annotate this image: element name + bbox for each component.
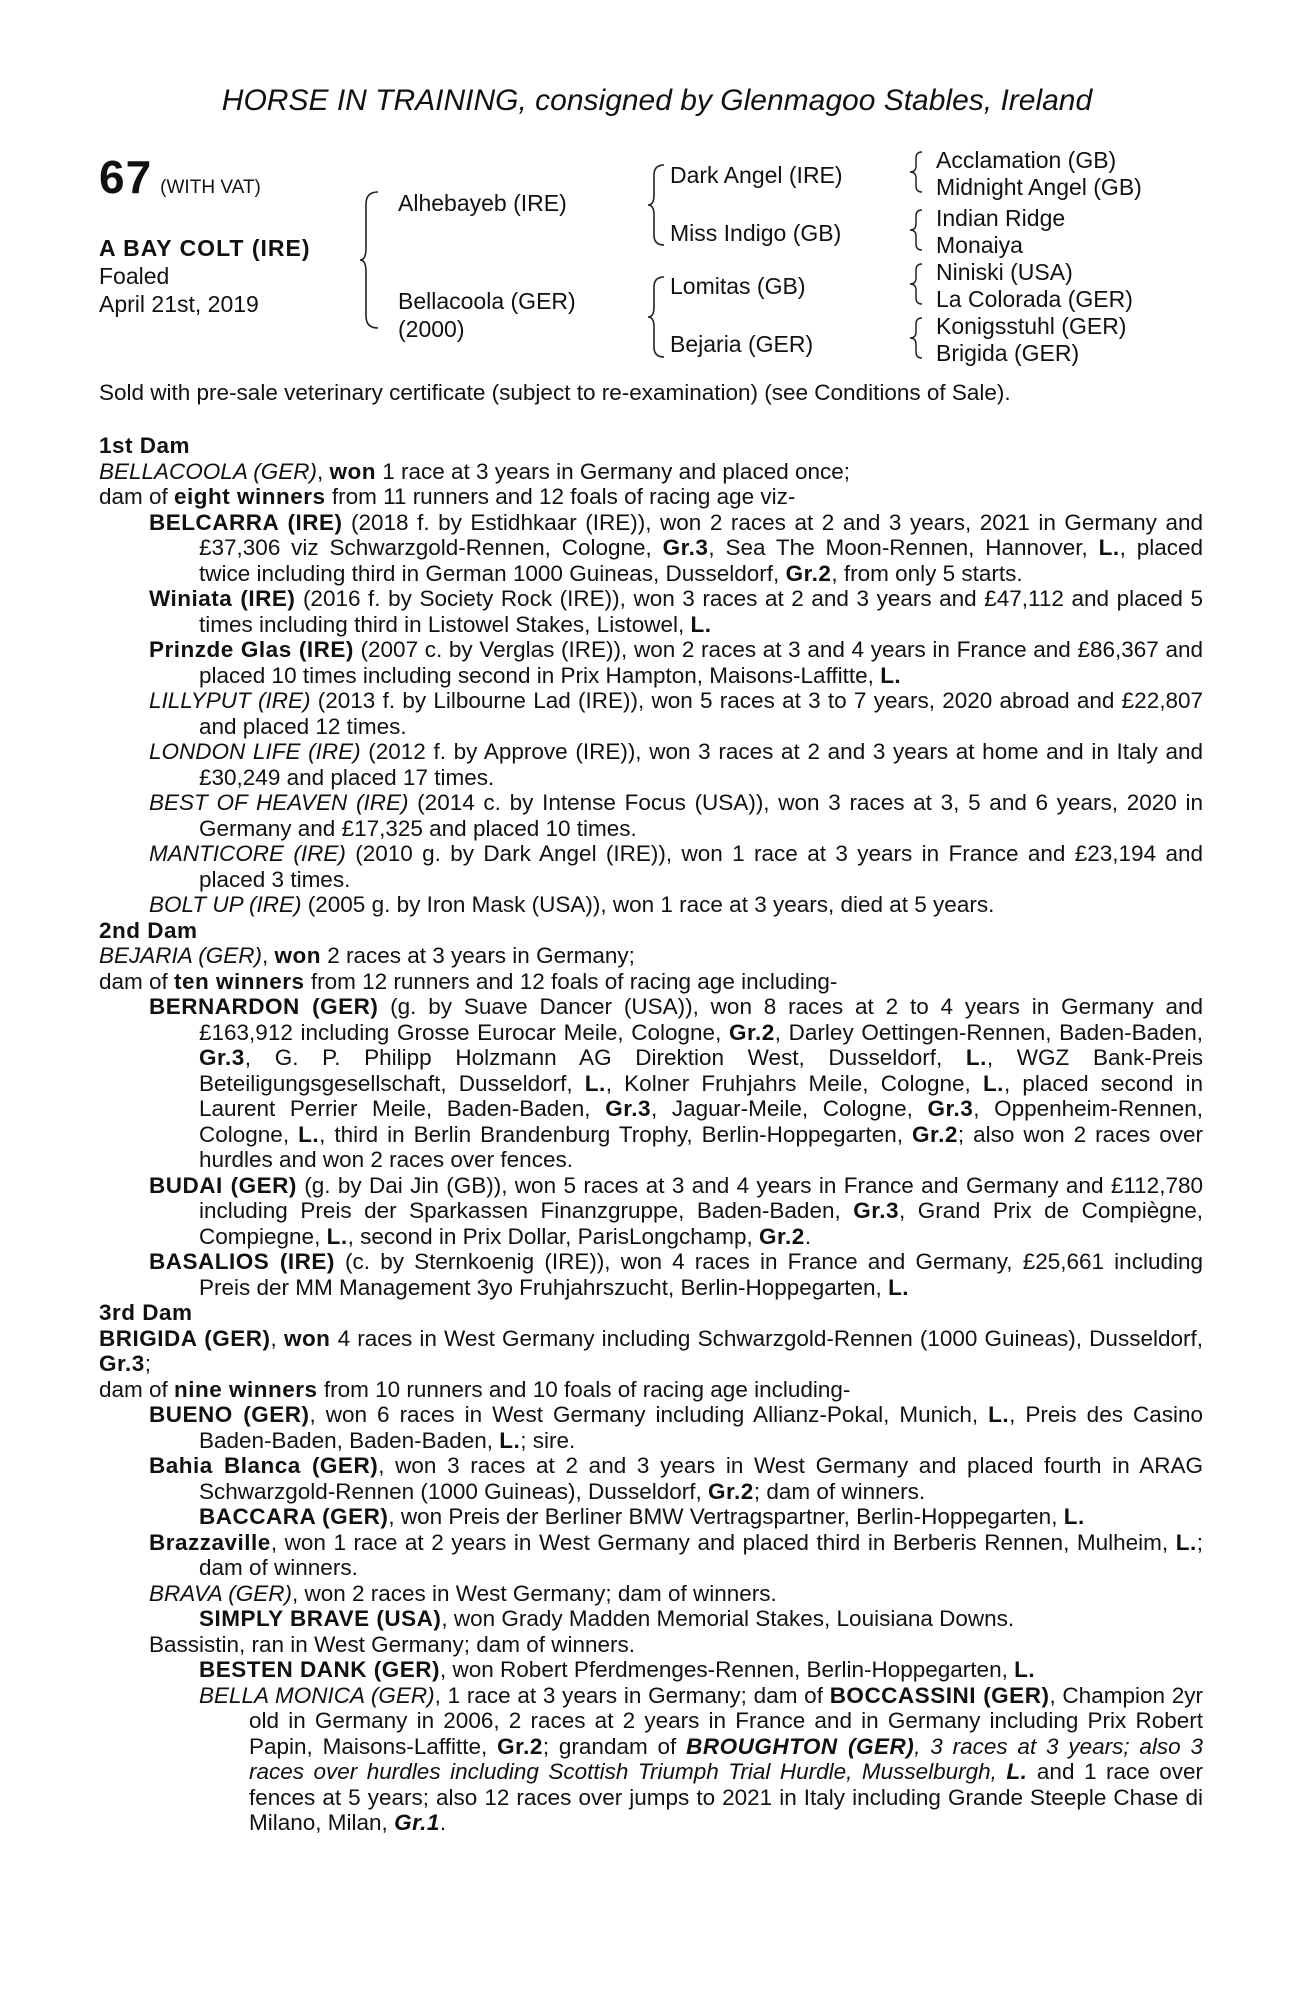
text-run: ; [144, 1351, 152, 1376]
text-run: L. [1014, 1657, 1036, 1682]
progeny-entry [99, 1173, 1203, 1250]
text-run: Gr.3 [927, 1096, 974, 1121]
text-run: . [804, 1223, 812, 1249]
dam-intro-line [99, 943, 1203, 969]
text-run: eight winners [174, 484, 326, 509]
text-run: BELLACOOLA (GER) [99, 458, 317, 484]
text-run: BASALIOS (IRE) [149, 1249, 335, 1274]
dam-intro-line [99, 459, 1203, 485]
text-run: (2010 g. by Dark Angel (IRE)), won 1 race at 3 years in France and £23,194 and placed 3 times. [199, 841, 1203, 892]
text-run: , won 1 race at 2 years in West Germany and placed third in Berberis Rennen, Mulheim, [270, 1529, 1176, 1555]
text-run: BUDAI (GER) [149, 1172, 297, 1198]
text-run: L. [584, 1070, 606, 1096]
pedigree-dam-dam: Bejaria (GER) [670, 331, 814, 357]
text-run: Gr.2 [912, 1121, 958, 1147]
text-run: BELCARRA (IRE) [149, 509, 343, 535]
text-run: , Darley Oettingen-Rennen, Baden-Baden, [774, 1019, 1203, 1045]
text-run: BACCARA (GER) [199, 1504, 389, 1529]
text-run: (g. by Dai Jin (GB)), won 5 races at 3 and 4 years in France and Germany and £112,780 including Preis der Sparkassen Finanzgruppe, Baden-Baden, [199, 1172, 1203, 1223]
text-run: BRIGIDA (GER) [99, 1325, 271, 1351]
text-run: won [283, 1325, 331, 1351]
dam2-progeny [99, 994, 1203, 1300]
text-run: (2016 f. by Society Rock (IRE)), won 3 races at 2 and 3 years and £47,112 and placed 5 times including third in Listowel Stakes, Listowel, [199, 586, 1203, 637]
text-run: dam of [99, 1376, 175, 1402]
pedigree-g3-6: La Colorada (GER) [936, 286, 1133, 312]
foaled-date: April 21st, 2019 [99, 291, 259, 317]
text-run: BERNARDON (GER) [149, 994, 379, 1019]
text-run: Gr.3 [199, 1045, 245, 1070]
dam3-heading: 3rd Dam [99, 1300, 193, 1325]
text-run: , [270, 1325, 284, 1351]
text-run: (2013 f. by Lilbourne Lad (IRE)), won 5 races at 3 to 7 years, 2020 abroad and £22,807 and placed 12 times. [199, 688, 1203, 739]
vat-note: (WITH VAT) [160, 177, 261, 198]
progeny-entry [99, 586, 1203, 637]
lot-number: 67 [99, 151, 153, 203]
pedigree-brace-g3-2 [910, 208, 924, 252]
text-run: Gr.2 [785, 560, 832, 586]
text-run: Gr.2 [708, 1478, 754, 1504]
dam3-section [99, 1300, 1203, 1836]
text-run: L. [298, 1121, 320, 1147]
text-run: Bahia Blanca (GER) [149, 1453, 379, 1478]
dam-intro-line [99, 1326, 1203, 1377]
text-run: , Champion 2yr old in Germany in 2006, 2 races at 2 years in France and in Germany including Prix Robert Papin, Maisons-Laffitte, [249, 1682, 1203, 1759]
dam2-intro [99, 943, 1203, 994]
text-run: Gr.2 [759, 1223, 805, 1249]
text-run: Gr.2 [728, 1019, 775, 1045]
text-run: , from only 5 starts. [831, 560, 1023, 586]
text-run: BOCCASSINI (GER) [829, 1682, 1050, 1708]
text-run: won [274, 943, 321, 968]
progeny-entry [99, 1402, 1203, 1453]
dam1-section [99, 433, 1203, 918]
text-run: L. [988, 1402, 1010, 1427]
text-run: ; grandam of [542, 1733, 687, 1759]
lot-title: A BAY COLT (IRE) [99, 235, 311, 261]
text-run: , 3 races at 3 years; also 3 races over hurdles including Scottish Triumph Trial Hurdle, Musselburgh, [249, 1733, 1203, 1784]
text-run: L. [965, 1045, 987, 1070]
pedigree-dam-sire: Lomitas (GB) [670, 273, 806, 299]
page-header: HORSE IN TRAINING, consigned by Glenmagoo Stables, Ireland [221, 84, 1093, 117]
text-run: L. [326, 1223, 348, 1249]
text-run: , second in Prix Dollar, ParisLongchamp, [347, 1223, 760, 1249]
pedigree-g3-7: Konigsstuhl (GER) [936, 313, 1127, 339]
sale-notice: Sold with pre-sale veterinary certificate (subject to re-examination) (see Conditions of Sale). [99, 380, 1011, 405]
text-run: ; dam of winners. [199, 1529, 1203, 1580]
progeny-entry [99, 1683, 1203, 1836]
text-run: Brazzaville [149, 1529, 271, 1555]
text-run: from 10 runners and 10 foals of racing age including- [317, 1376, 851, 1402]
pedigree-brace-dam [648, 275, 666, 359]
text-run: L. [1098, 535, 1120, 560]
pedigree-g3-2: Midnight Angel (GB) [936, 174, 1142, 200]
text-run: from 11 runners and 12 foals of racing age viz- [325, 484, 796, 509]
text-run: . [439, 1810, 447, 1835]
text-run: LONDON LIFE (IRE) [149, 739, 361, 764]
text-run: dam of [99, 484, 175, 509]
progeny-entry [99, 637, 1203, 688]
text-run: L. [1006, 1759, 1028, 1784]
text-run: L. [1175, 1529, 1197, 1555]
dam1-heading: 1st Dam [99, 433, 191, 458]
text-run: BEJARIA (GER) [99, 943, 262, 968]
text-run: , won Preis der Berliner BMW Vertragspartner, Berlin-Hoppegarten, [388, 1504, 1064, 1529]
dam-intro-line [99, 1377, 1203, 1403]
text-run: Bassistin, ran in West Germany; dam of winners. [149, 1631, 636, 1657]
text-run: , G. P. Philipp Holzmann AG Direktion West, Dusseldorf, [244, 1045, 966, 1070]
text-run: L. [880, 662, 902, 688]
text-run: BELLA MONICA (GER) [199, 1682, 435, 1708]
text-run: dam of [99, 968, 175, 994]
text-run: , Oppenheim-Rennen, Cologne, [199, 1096, 1203, 1147]
text-run: Gr.3 [662, 535, 709, 560]
progeny-entry [99, 1581, 1203, 1607]
pedigree-brace-g3-1 [910, 150, 924, 194]
dam3-intro [99, 1326, 1203, 1403]
text-run: Gr.3 [853, 1198, 900, 1223]
text-run: L. [982, 1070, 1004, 1096]
lot-number-block [99, 150, 261, 204]
pedigree-brace-main [360, 190, 380, 330]
text-run: BUENO (GER) [149, 1402, 310, 1427]
text-run: , Sea The Moon-Rennen, Hannover, [708, 535, 1099, 560]
text-run: L. [499, 1427, 521, 1453]
text-run: Gr.1 [394, 1810, 440, 1835]
text-run: Gr.3 [99, 1351, 145, 1376]
text-run: , Kolner Fruhjahrs Meile, Cologne, [605, 1070, 983, 1096]
text-run: LILLYPUT (IRE) [149, 688, 311, 713]
pedigree-dam-year: (2000) [398, 316, 465, 342]
progeny-entry [99, 688, 1203, 739]
progeny-entry [99, 739, 1203, 790]
progeny-entry [99, 994, 1203, 1173]
pedigree-g3-4: Monaiya [936, 232, 1023, 258]
text-run: Winiata (IRE) [149, 586, 296, 611]
text-run: , Preis des Casino Baden-Baden, Baden-Baden, [199, 1402, 1203, 1453]
text-run: (2007 c. by Verglas (IRE)), won 2 races at 3 and 4 years in France and £86,367 and placed 10 times including second in Prix Hampton, Maisons-Laffitte, [199, 637, 1204, 688]
text-run: L. [690, 611, 712, 637]
text-run: , won 2 races in West Germany; dam of winners. [291, 1580, 777, 1606]
dam-intro-line [99, 969, 1203, 995]
progeny-entry [99, 1249, 1203, 1300]
text-run: (g. by Suave Dancer (USA)), won 8 races at 2 to 4 years in Germany and £163,912 including Grosse Eurocar Meile, Cologne, [199, 994, 1203, 1045]
text-run: SIMPLY BRAVE (USA) [199, 1606, 442, 1631]
text-run: BRAVA (GER) [149, 1580, 292, 1606]
progeny-entry [99, 1657, 1203, 1683]
text-run: , placed twice including third in German 1000 Guineas, Dusseldorf, [199, 535, 1203, 586]
text-run: Gr.3 [605, 1096, 651, 1121]
text-run: 4 races in West Germany including Schwarzgold-Rennen (1000 Guineas), Dusseldorf, [330, 1325, 1203, 1351]
text-run: and 1 race over fences at 5 years; also 12 races over jumps to 2021 in Italy including Grande Steeple Chase di Milano, Milan, [249, 1759, 1203, 1835]
text-run: MANTICORE (IRE) [149, 841, 346, 866]
text-run: , won Grady Madden Memorial Stakes, Louisiana Downs. [441, 1606, 1015, 1631]
dam2-heading: 2nd Dam [99, 917, 198, 943]
text-run: (2014 c. by Intense Focus (USA)), won 3 races at 3, 5 and 6 years, 2020 in Germany and £17,325 and placed 10 times. [199, 790, 1203, 841]
dam-intro-line [99, 484, 1203, 510]
text-run: from 12 runners and 12 foals of racing age including- [304, 968, 838, 994]
text-run: BROUGHTON (GER) [686, 1733, 915, 1759]
text-run: (c. by Sternkoenig (IRE)), won 4 races in France and Germany, £25,661 including Preis der MM Management 3yo Fruhjahrszucht, Berlin-Hoppegarten, [199, 1249, 1203, 1300]
catalogue-body [99, 433, 1203, 1836]
text-run: ; dam of winners. [753, 1478, 926, 1504]
pedigree-sire-dam: Miss Indigo (GB) [670, 220, 842, 246]
progeny-entry [99, 1632, 1203, 1658]
text-run: (2012 f. by Approve (IRE)), won 3 races at 2 and 3 years at home and in Italy and £30,249 and placed 17 times. [199, 739, 1203, 790]
text-run: ; also won 2 races over hurdles and won 2 races over fences. [199, 1121, 1203, 1172]
text-run: , Grand Prix de Compiègne, Compiegne, [199, 1198, 1203, 1249]
pedigree-g3-3: Indian Ridge [936, 205, 1066, 231]
dam2-section [99, 918, 1203, 1301]
text-run: BOLT UP (IRE) [149, 892, 302, 917]
text-run: L. [888, 1274, 910, 1300]
pedigree-brace-g3-3 [910, 262, 924, 306]
text-run: ; sire. [520, 1427, 576, 1453]
progeny-entry [99, 1530, 1203, 1581]
dam3-progeny [99, 1402, 1203, 1836]
dam1-progeny [99, 510, 1203, 918]
pedigree-g3-1: Acclamation (GB) [936, 147, 1117, 173]
progeny-entry [99, 1606, 1203, 1632]
text-run: (2005 g. by Iron Mask (USA)), won 1 race at 3 years, died at 5 years. [301, 892, 995, 917]
text-run: BEST OF HEAVEN (IRE) [149, 790, 409, 815]
progeny-entry [99, 1504, 1203, 1530]
foaled-info [99, 262, 259, 318]
progeny-entry [99, 510, 1203, 587]
pedigree-brace-g3-4 [910, 316, 924, 360]
pedigree-g3-5: Niniski (USA) [936, 259, 1073, 285]
text-run: , WGZ Bank-Preis Beteiligungsgesellschaft, Dusseldorf, [199, 1045, 1203, 1096]
text-run: , won 6 races in West Germany including Allianz-Pokal, Munich, [309, 1402, 989, 1427]
text-run: , won Robert Pferdmenges-Rennen, Berlin-Hoppegarten, [440, 1657, 1015, 1682]
text-run: (2018 f. by Estidhkaar (IRE)), won 2 races at 2 and 3 years, 2021 in Germany and £37,306 viz Schwarzgold-Rennen, Cologne, [199, 509, 1204, 560]
text-run: 2 races at 3 years in Germany; [320, 943, 635, 968]
pedigree-brace-sire [648, 163, 666, 247]
pedigree-sire: Alhebayeb (IRE) [398, 190, 567, 216]
text-run: , won 3 races at 2 and 3 years in West Germany and placed fourth in ARAG Schwarzgold-Rennen (1000 Guineas), Dusseldorf, [199, 1453, 1203, 1504]
progeny-entry [99, 1453, 1203, 1504]
text-run: L. [1063, 1504, 1085, 1529]
pedigree-sire-sire: Dark Angel (IRE) [670, 162, 843, 188]
text-run: , 1 race at 3 years in Germany; dam of [434, 1682, 830, 1708]
text-run: BESTEN DANK (GER) [199, 1657, 441, 1682]
text-run: won [329, 458, 376, 484]
foaled-label: Foaled [99, 263, 170, 289]
pedigree-dam: Bellacoola (GER) [398, 288, 576, 314]
dam1-intro [99, 459, 1203, 510]
progeny-entry [99, 892, 1203, 918]
text-run: Prinzde Glas (IRE) [149, 637, 354, 662]
text-run: , [316, 458, 330, 484]
progeny-entry [99, 841, 1203, 892]
text-run: , Jaguar-Meile, Cologne, [650, 1096, 928, 1121]
text-run: , placed second in Laurent Perrier Meile, Baden-Baden, [199, 1070, 1204, 1121]
text-run: nine winners [174, 1376, 318, 1402]
text-run: , third in Berlin Brandenburg Trophy, Berlin-Hoppegarten, [319, 1121, 913, 1147]
text-run: 1 race at 3 years in Germany and placed once; [376, 458, 851, 484]
text-run: Gr.2 [497, 1733, 543, 1759]
text-run: , [261, 943, 275, 968]
progeny-entry [99, 790, 1203, 841]
pedigree-g3-8: Brigida (GER) [936, 340, 1080, 366]
text-run: ten winners [174, 968, 305, 994]
